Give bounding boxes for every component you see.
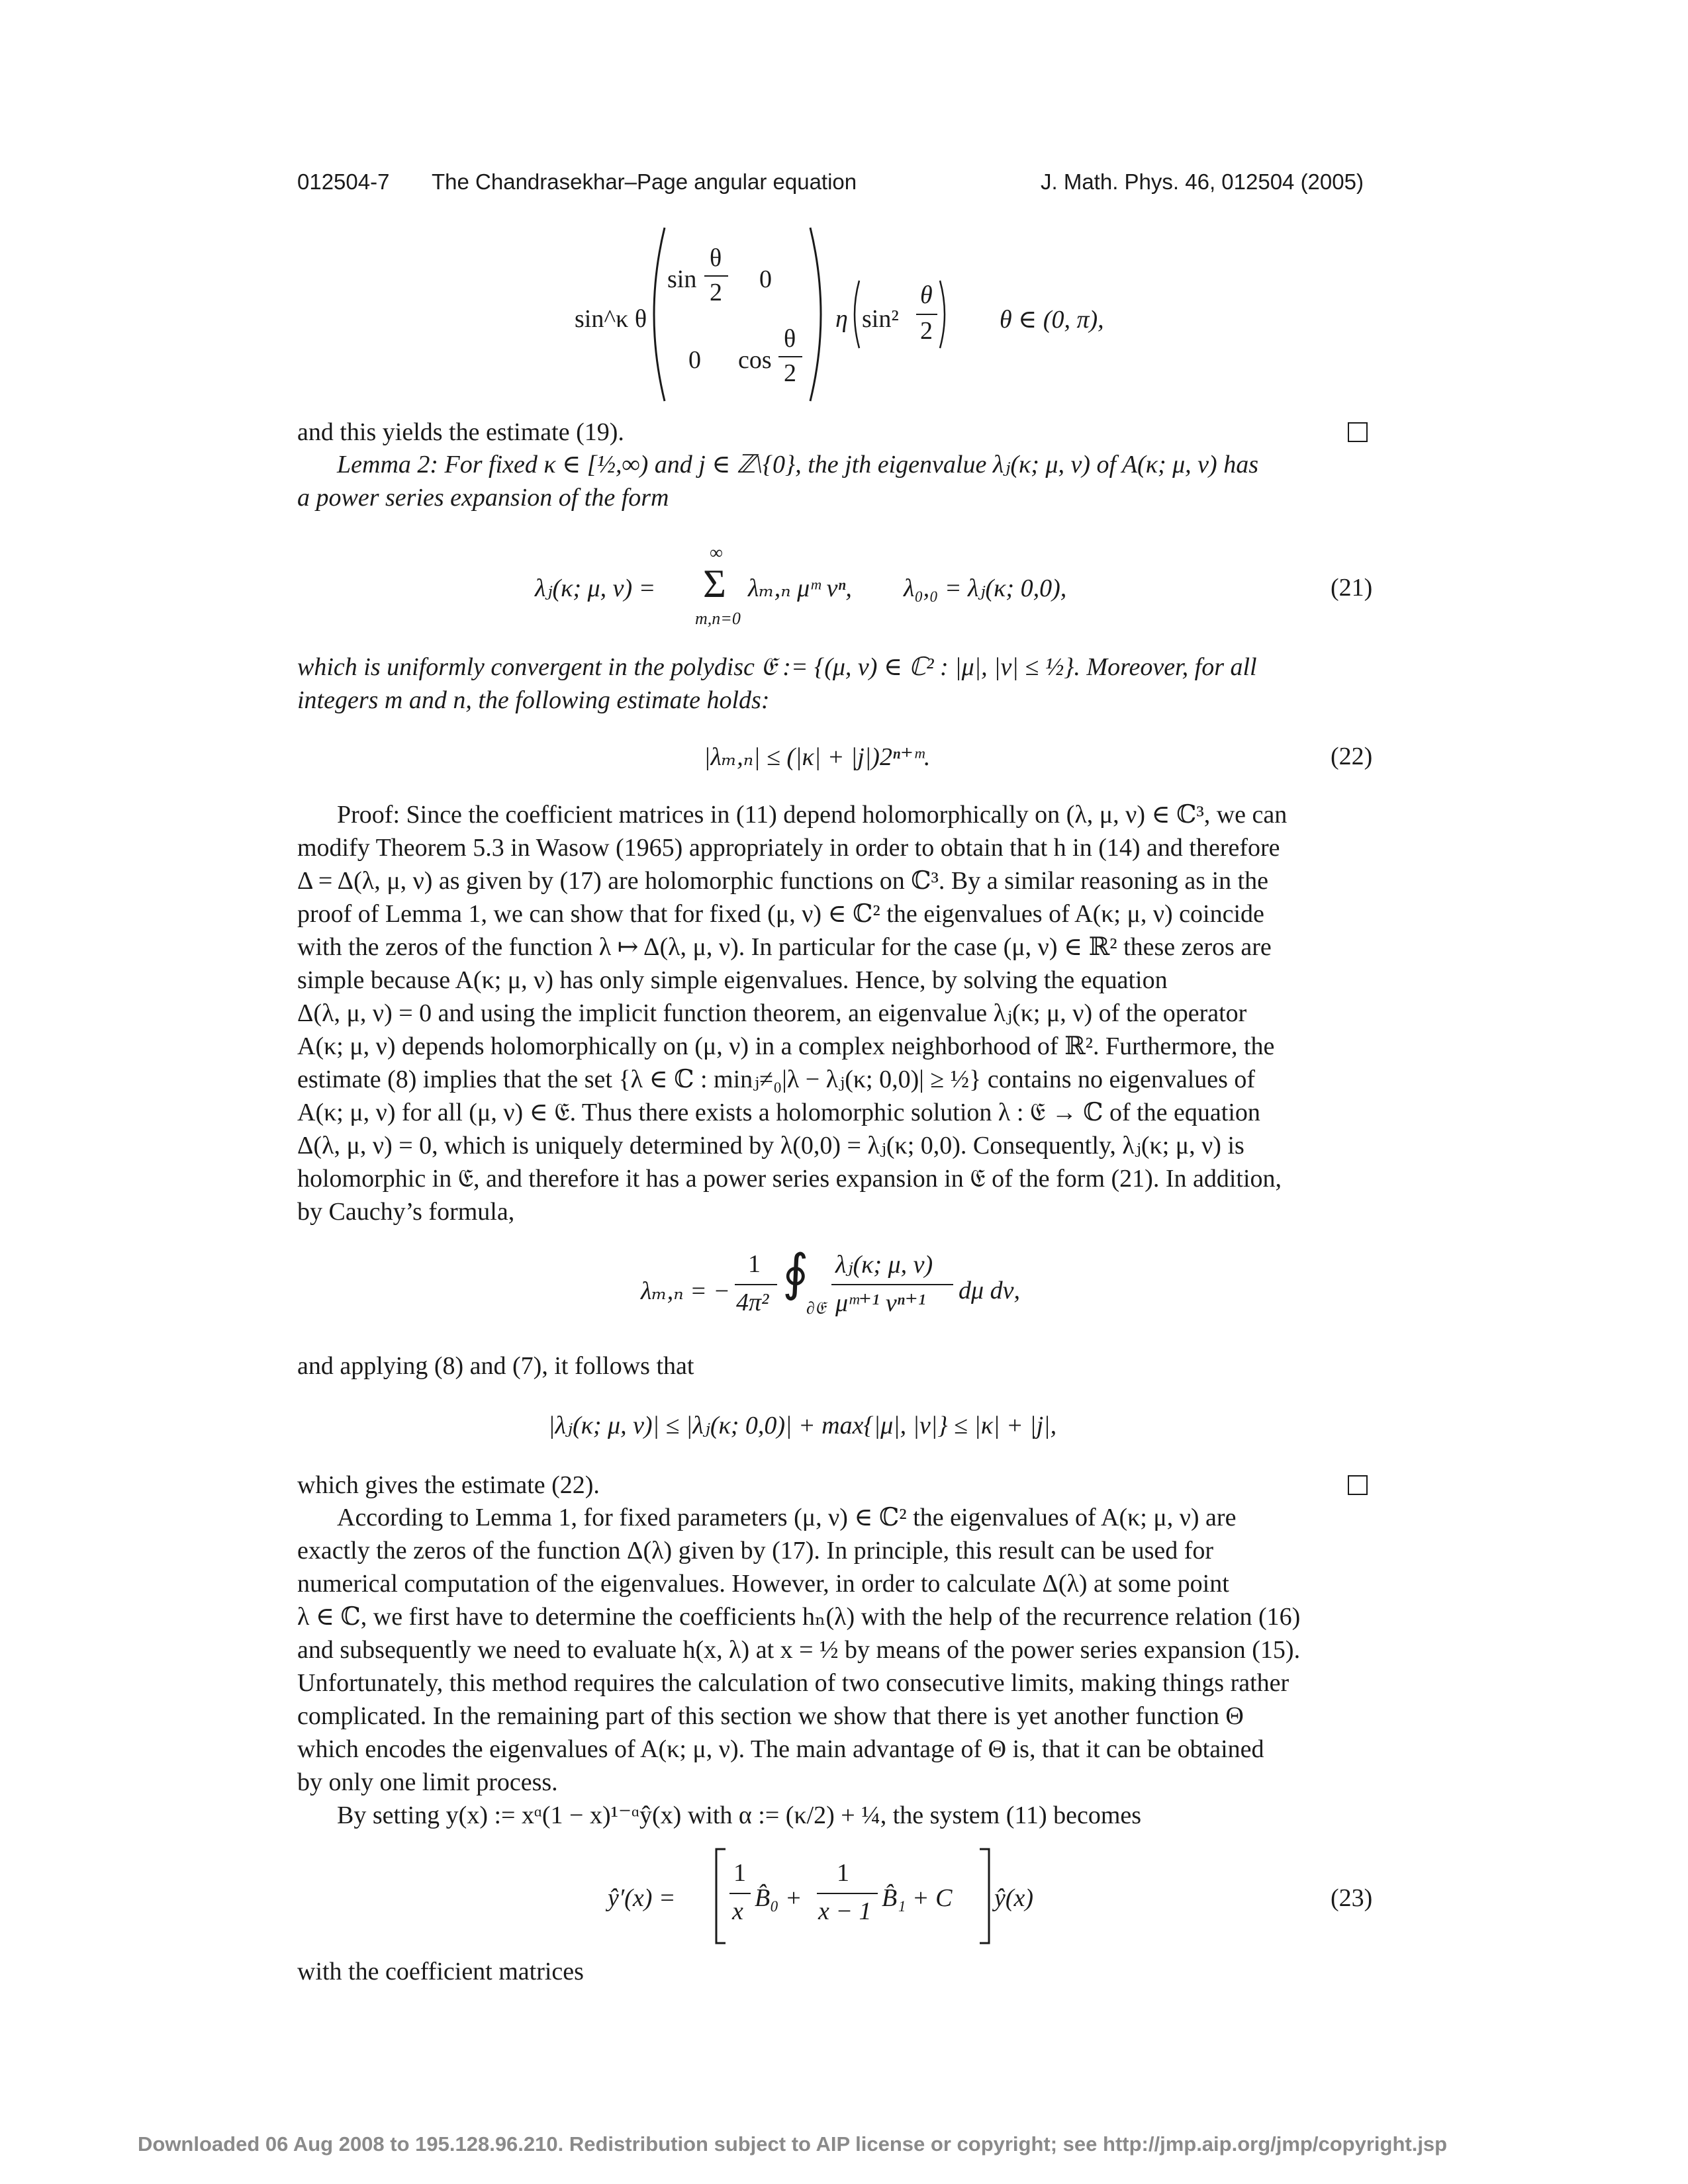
theta-domain: θ ∈ (0, π), (1000, 306, 1104, 334)
cauchy-lhs: λₘ,ₙ = − (641, 1277, 730, 1305)
left-paren (641, 225, 670, 404)
lemma1-line: exactly the zeros of the function Δ(λ) given by (17). In principle, this result can be used for (297, 1537, 1214, 1565)
eq23-frac1-bar (729, 1893, 751, 1894)
eq21-lhs: λⱼ(κ; μ, ν) = (535, 574, 656, 602)
eq23-frac1-den: x (732, 1897, 743, 1925)
eq23-lhs: ŷ′(x) = (608, 1884, 676, 1912)
eta-arg-den: 2 (920, 317, 933, 345)
cell-top-right: 0 (759, 265, 772, 293)
eq23-frac2-bar (817, 1893, 878, 1894)
lemma2-line2: a power series expansion of the form (297, 484, 669, 512)
proof-line: estimate (8) implies that the set {λ ∈ ℂ : minⱼ≠₀|λ − λⱼ(κ; 0,0)| ≥ ½} contains no eigenvalues of (297, 1066, 1256, 1093)
eq23-number: (23) (1331, 1884, 1373, 1912)
proof-line: proof of Lemma 1, we can show that for fixed (μ, ν) ∈ ℂ² the eigenvalues of A(κ; μ, ν) coincide (297, 900, 1264, 928)
integrand-num: λⱼ(κ; μ, ν) (835, 1251, 933, 1279)
integrand-bar (831, 1284, 953, 1285)
eq21-sum-bottom: m,n=0 (695, 609, 741, 628)
cauchy-tail: dμ dν, (959, 1277, 1020, 1304)
eq23-frac2-den: x − 1 (818, 1897, 872, 1925)
lemma1-line: numerical computation of the eigenvalues. However, in order to calculate Δ(λ) at some point (297, 1570, 1229, 1598)
running-title: The Chandrasekhar–Page angular equation (432, 169, 857, 194)
integrand-den: μᵐ⁺¹ νⁿ⁺¹ (835, 1289, 926, 1317)
polydisc-line1: which is uniformly convergent in the polydisc 𝔈 := {(μ, ν) ∈ ℂ² : |μ|, |ν| ≤ ½}. Moreover, for all (297, 653, 1257, 681)
eq23-frac1-num: 1 (733, 1859, 746, 1887)
eq22-number: (22) (1331, 743, 1373, 770)
eq22-body: |λₘ,ₙ| ≤ (|κ| + |j|)2ⁿ⁺ᵐ. (704, 743, 931, 771)
setting-line: By setting y(x) := xᵅ(1 − x)¹⁻ᵅŷ(x) with α := (κ/2) + ¼, the system (11) becomes (337, 1801, 1142, 1829)
cell-bottom-right-bar (778, 356, 802, 357)
cell-top-left-den: 2 (710, 279, 722, 306)
cell-top-left-bar (704, 275, 728, 277)
eq23-right-bracket (977, 1846, 992, 1946)
journal-citation: J. Math. Phys. 46, 012504 (2005) (1041, 169, 1364, 194)
proof-line: simple because A(κ; μ, ν) has only simple eigenvalues. Hence, by solving the equation (297, 966, 1168, 994)
proof-line: A(κ; μ, ν) depends holomorphically on (μ, ν) in a complex neighborhood of ℝ². Furthermore, the (297, 1032, 1275, 1060)
proof-line: Proof: Since the coefficient matrices in (11) depend holomorphically on (λ, μ, ν) ∈ ℂ³, we can (337, 801, 1288, 829)
cell-bottom-left: 0 (688, 346, 701, 374)
eta-right-paren (937, 278, 951, 351)
lemma1-line: λ ∈ ℂ, we first have to determine the coefficients hₙ(λ) with the help of the recurrence relation (16) (297, 1603, 1301, 1631)
cell-top-left-fn: sin (667, 265, 697, 293)
eq23-b0: B̂₀ + (755, 1884, 802, 1912)
right-paren (805, 225, 834, 404)
proof-line: Δ = Δ(λ, μ, ν) as given by (17) are holomorphic functions on ℂ³. By a similar reasoning as in the (297, 867, 1269, 895)
eq21-term: λₘ,ₙ μᵐ νⁿ, (748, 574, 852, 602)
proof-line: with the zeros of the function λ ↦ Δ(λ, μ, ν). In particular for the case (μ, ν) ∈ ℝ² these zeros are (297, 933, 1272, 961)
lemma1-line: which encodes the eigenvalues of A(κ; μ, ν). The main advantage of Θ is, that it can be obtained (297, 1735, 1264, 1763)
proof-line: modify Theorem 5.3 in Wasow (1965) appropriately in order to obtain that h in (14) and therefore (297, 834, 1280, 862)
cell-top-left-num: θ (710, 244, 722, 272)
applying-line: and applying (8) and (7), it follows that (297, 1352, 694, 1380)
cell-bottom-right-den: 2 (784, 359, 796, 387)
eq21-number: (21) (1331, 574, 1373, 602)
lemma1-line: According to Lemma 1, for fixed parameters (μ, ν) ∈ ℂ² the eigenvalues of A(κ; μ, ν) are (337, 1504, 1237, 1531)
lemma2-line1: Lemma 2: For fixed κ ∈ [½,∞) and j ∈ ℤ\{0}, the jth eigenvalue λⱼ(κ; μ, ν) of A(κ; μ, ν) has (337, 451, 1258, 478)
qed-box (1348, 1475, 1368, 1495)
page-id: 012504-7 (297, 169, 390, 194)
eta-left-paren (849, 278, 862, 351)
matrix-prefix: sin^κ θ (575, 305, 647, 333)
proof-line: holomorphic in 𝔈, and therefore it has a power series expansion in 𝔈 of the form (21). In addition, (297, 1165, 1282, 1193)
proof-line: by Cauchy’s formula, (297, 1198, 515, 1226)
cauchy-frac-bar (735, 1284, 777, 1285)
eq21-sum-symbol: Σ (703, 562, 726, 606)
contour-integral-sub: ∂𝔈 (806, 1298, 825, 1318)
lemma1-line: by only one limit process. (297, 1768, 558, 1796)
lemma1-line: complicated. In the remaining part of this section we show that there is yet another function Θ (297, 1702, 1244, 1730)
cauchy-frac-den: 4π² (736, 1289, 769, 1316)
proof-line: A(κ; μ, ν) for all (μ, ν) ∈ 𝔈. Thus there exists a holomorphic solution λ : 𝔈 → ℂ of the equation (297, 1099, 1260, 1126)
eta-symbol: η (835, 305, 848, 333)
eq23-left-bracket (714, 1846, 728, 1946)
download-footer: Downloaded 06 Aug 2008 to 195.128.96.210. Redistribution subject to AIP license or copyright; see http://jmp.aip.org/jmp/copyright.jsp (138, 2132, 1448, 2156)
polydisc-line2: integers m and n, the following estimate holds: (297, 686, 770, 714)
gives-22-line: which gives the estimate (22). (297, 1471, 600, 1499)
lemma1-line: Unfortunately, this method requires the calculation of two consecutive limits, making things rather (297, 1669, 1289, 1697)
eq23-rhs: ŷ(x) (994, 1884, 1034, 1912)
eq23-frac2-num: 1 (837, 1859, 849, 1887)
coefficient-line: with the coefficient matrices (297, 1958, 584, 1985)
sin-squared: sin² (862, 305, 899, 333)
proof-line: Δ(λ, μ, ν) = 0, which is uniquely determined by λ(0,0) = λⱼ(κ; 0,0). Consequently, λⱼ(κ; μ, ν) is (297, 1132, 1244, 1160)
contour-integral-symbol: ∮ (782, 1246, 809, 1301)
lemma1-line: and subsequently we need to evaluate h(x, λ) at x = ½ by means of the power series expansion (15). (297, 1636, 1301, 1664)
eq21-init: λ₀,₀ = λⱼ(κ; 0,0), (904, 574, 1067, 602)
estimate-19-line: and this yields the estimate (19). (297, 418, 624, 446)
qed-box (1348, 422, 1368, 442)
eq23-b1: B̂₁ + C (882, 1884, 953, 1912)
eq21-sum-top: ∞ (710, 543, 723, 563)
eta-arg-bar (916, 314, 937, 315)
cell-bottom-right-num: θ (784, 325, 796, 353)
cell-bottom-right-fn: cos (738, 346, 772, 374)
eigenvalue-bound: |λⱼ(κ; μ, ν)| ≤ |λⱼ(κ; 0,0)| + max{|μ|, |ν|} ≤ |κ| + |j|, (548, 1412, 1057, 1439)
eta-arg-num: θ (920, 281, 933, 309)
cauchy-frac-num: 1 (748, 1250, 761, 1278)
proof-line: Δ(λ, μ, ν) = 0 and using the implicit function theorem, an eigenvalue λⱼ(κ; μ, ν) of the operator (297, 999, 1247, 1027)
